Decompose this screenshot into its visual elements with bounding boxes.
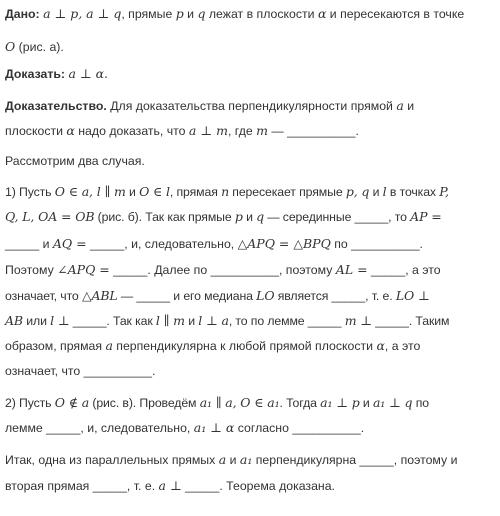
math-expression: a₁ ∥ a, O ∈ a₁ xyxy=(199,395,280,410)
text-segment: Итак, одна из параллельных прямых xyxy=(5,453,219,467)
text-segment: 2) Пусть xyxy=(5,396,55,410)
math-expression: n xyxy=(221,184,229,199)
math-expression: l ⊥ xyxy=(50,313,70,328)
text-segment: _____, и, следовательно, xyxy=(86,237,238,251)
text-segment: является _____, т. е. xyxy=(274,289,396,303)
math-expression: a xyxy=(105,338,113,353)
text-line xyxy=(5,363,494,379)
text-segment: по __________. xyxy=(330,237,423,251)
bold-label: Доказать: xyxy=(5,67,69,81)
math-expression: △APQ = △BPQ xyxy=(237,236,331,251)
math-expression: AQ = xyxy=(52,236,87,251)
text-line xyxy=(5,236,494,252)
text-segment: означает, что xyxy=(5,289,82,303)
text-segment: и xyxy=(226,453,240,467)
text-segment: _____. Таким xyxy=(371,314,450,328)
text-line xyxy=(5,395,494,411)
text-segment: образом, прямая xyxy=(5,339,106,353)
text-segment: (рис. в). Проведём xyxy=(89,396,200,410)
text-segment: — серединные _____, то xyxy=(264,210,411,224)
text-line xyxy=(5,184,494,200)
text-segment: по xyxy=(412,396,429,410)
math-expression: a₁ ⊥ p xyxy=(320,395,360,410)
math-expression: O ∈ l xyxy=(139,184,170,199)
math-expression: a ⊥ m xyxy=(188,123,228,138)
text-segment: согласно __________. xyxy=(234,421,365,435)
math-expression: a₁ ⊥ q xyxy=(372,395,413,410)
math-expression: a xyxy=(218,452,227,467)
text-segment: (рис. б). Так как прямые xyxy=(94,210,235,224)
text-segment: лежат в плоскости xyxy=(205,7,318,21)
text-line xyxy=(5,420,494,436)
math-expression: l ⊥ a xyxy=(198,313,229,328)
text-segment: _____ и xyxy=(5,237,53,251)
math-expression: O ∉ a xyxy=(54,395,90,410)
text-segment: _____. Далее по __________, поэтому xyxy=(109,263,336,277)
text-segment: и xyxy=(403,99,415,113)
text-line xyxy=(5,338,494,354)
text-segment: или xyxy=(22,314,51,328)
text-line xyxy=(5,6,494,22)
bold-label: Доказательство. xyxy=(5,99,107,113)
math-expression: q xyxy=(256,209,265,224)
math-expression: O xyxy=(5,39,16,54)
math-expression: l xyxy=(382,184,387,199)
text-segment: перпендикулярна к любой прямой плоскости xyxy=(112,339,377,353)
text-segment: _____, а это xyxy=(367,263,441,277)
math-expression: α xyxy=(376,338,385,353)
math-expression: ∠APQ = xyxy=(57,262,110,277)
text-segment: и xyxy=(369,185,383,199)
text-segment: и xyxy=(183,7,198,21)
text-line xyxy=(5,262,494,278)
text-segment: и пересекаются в точке xyxy=(326,7,465,21)
math-expression: AL = xyxy=(335,262,368,277)
math-expression: α xyxy=(66,123,75,138)
math-expression: a ⊥ p, a ⊥ q xyxy=(43,6,122,21)
math-expression: m xyxy=(256,123,268,138)
text-line xyxy=(5,209,494,225)
text-segment: 1) Пусть xyxy=(5,185,55,199)
text-segment: Для доказательства перпендикулярности прямой xyxy=(106,99,397,113)
text-segment: — __________. xyxy=(268,124,359,138)
math-expression: Q, L, OA = OB xyxy=(5,209,95,224)
text-segment: Рассмотрим два случая. xyxy=(5,154,145,168)
text-segment: и xyxy=(184,314,199,328)
text-line xyxy=(5,452,494,468)
text-segment: лемме _____, и, следовательно, xyxy=(5,421,194,435)
text-line xyxy=(5,98,494,114)
text-line xyxy=(5,66,494,82)
text-segment: _____. Теорема доказана. xyxy=(181,479,335,493)
text-segment: перпендикулярна _____, поэтому и xyxy=(252,453,458,467)
text-segment: , то по лемме _____ xyxy=(228,314,345,328)
math-expression: p xyxy=(175,6,184,21)
math-expression: l ∥ m xyxy=(155,313,185,328)
text-line xyxy=(5,478,494,494)
text-segment: вторая прямая _____, т. е. xyxy=(5,479,159,493)
bold-label: Дано: xyxy=(5,7,44,21)
math-expression: a₁ xyxy=(239,452,253,467)
math-expression: O ∈ a, l ∥ m xyxy=(54,184,126,199)
math-expression: a xyxy=(396,98,404,113)
math-expression: m ⊥ xyxy=(344,313,372,328)
math-expression: P, xyxy=(439,184,449,199)
text-line xyxy=(5,39,494,55)
math-expression: LO xyxy=(256,288,275,303)
text-segment: (рис. а). xyxy=(15,40,64,54)
text-segment: означает, что __________. xyxy=(5,364,156,378)
math-expression: LO ⊥ xyxy=(395,288,430,303)
text-segment: , а это xyxy=(384,339,421,353)
math-expression: AP = xyxy=(410,209,442,224)
text-segment: и xyxy=(359,396,373,410)
math-expression: a ⊥ xyxy=(158,478,182,493)
text-segment: в точках xyxy=(386,185,440,199)
text-line xyxy=(5,288,494,304)
text-segment: , прямые xyxy=(121,7,176,21)
math-expression: p xyxy=(234,209,243,224)
math-expression: AB xyxy=(5,313,23,328)
text-line xyxy=(5,153,494,169)
text-segment: . Тогда xyxy=(279,396,321,410)
math-expression: p, q xyxy=(345,184,370,199)
text-segment: Поэтому xyxy=(5,263,58,277)
math-expression: △ABL xyxy=(81,288,118,303)
text-segment: пересекает прямые xyxy=(229,185,346,199)
text-line xyxy=(5,123,494,139)
text-segment: _____. Так как xyxy=(69,314,156,328)
math-expression: α xyxy=(317,6,327,21)
text-segment: , прямая xyxy=(169,185,222,199)
text-segment: надо доказать, что xyxy=(74,124,189,138)
text-line xyxy=(5,313,494,329)
text-segment: и xyxy=(242,210,257,224)
math-expression: a ⊥ α. xyxy=(68,66,109,81)
math-expression: q xyxy=(197,6,206,21)
text-segment: и xyxy=(125,185,140,199)
text-segment: , где xyxy=(227,124,257,138)
math-expression: a₁ ⊥ α xyxy=(193,420,235,435)
text-segment: плоскости xyxy=(5,124,67,138)
text-segment: — _____ и его медиана xyxy=(117,289,257,303)
